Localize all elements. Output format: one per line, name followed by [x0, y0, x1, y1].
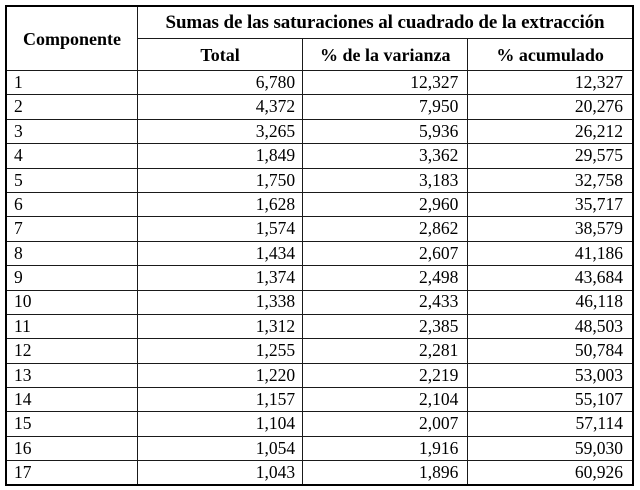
- cell-percent-cumulative: 41,186: [468, 241, 633, 265]
- cell-percent-variance: 2,007: [303, 412, 468, 436]
- cell-componente: 3: [6, 119, 138, 143]
- cell-componente: 9: [6, 266, 138, 290]
- cell-percent-cumulative: 53,003: [468, 363, 633, 387]
- table-row: [6, 241, 633, 265]
- cell-percent-cumulative: 32,758: [468, 168, 633, 192]
- header-row-group: [6, 6, 633, 39]
- column-header-total: Total: [138, 39, 303, 71]
- cell-percent-variance: 2,104: [303, 388, 468, 412]
- variance-table-container: [5, 5, 634, 486]
- total-variance-explained-table: [5, 5, 634, 486]
- cell-total: 3,265: [138, 119, 303, 143]
- cell-total: 1,054: [138, 436, 303, 460]
- cell-percent-variance: 2,433: [303, 290, 468, 314]
- cell-total: 1,220: [138, 363, 303, 387]
- cell-percent-variance: 2,219: [303, 363, 468, 387]
- cell-total: 1,338: [138, 290, 303, 314]
- table-row: [6, 217, 633, 241]
- cell-total: 1,750: [138, 168, 303, 192]
- table-row: [6, 168, 633, 192]
- cell-total: 1,043: [138, 461, 303, 485]
- table-row: [6, 339, 633, 363]
- column-header-componente: Componente: [6, 6, 138, 71]
- cell-percent-cumulative: 50,784: [468, 339, 633, 363]
- cell-percent-variance: 5,936: [303, 119, 468, 143]
- table-row: [6, 95, 633, 119]
- cell-total: 1,374: [138, 266, 303, 290]
- cell-componente: 14: [6, 388, 138, 412]
- table-row: [6, 119, 633, 143]
- cell-componente: 10: [6, 290, 138, 314]
- cell-componente: 4: [6, 144, 138, 168]
- table-row: [6, 71, 633, 95]
- cell-percent-variance: 12,327: [303, 71, 468, 95]
- column-header-percent-cumulative: % acumulado: [468, 39, 633, 71]
- cell-percent-variance: 7,950: [303, 95, 468, 119]
- cell-componente: 2: [6, 95, 138, 119]
- table-row: [6, 266, 633, 290]
- table-body: [6, 71, 633, 486]
- cell-total: 6,780: [138, 71, 303, 95]
- cell-componente: 8: [6, 241, 138, 265]
- cell-percent-cumulative: 59,030: [468, 436, 633, 460]
- cell-componente: 11: [6, 314, 138, 338]
- cell-percent-variance: 2,498: [303, 266, 468, 290]
- cell-total: 1,104: [138, 412, 303, 436]
- cell-componente: 13: [6, 363, 138, 387]
- cell-total: 1,157: [138, 388, 303, 412]
- cell-percent-cumulative: 35,717: [468, 192, 633, 216]
- table-row: [6, 436, 633, 460]
- cell-total: 4,372: [138, 95, 303, 119]
- cell-percent-cumulative: 57,114: [468, 412, 633, 436]
- cell-percent-cumulative: 55,107: [468, 388, 633, 412]
- cell-percent-cumulative: 20,276: [468, 95, 633, 119]
- table-row: [6, 461, 633, 485]
- cell-componente: 6: [6, 192, 138, 216]
- cell-percent-variance: 1,916: [303, 436, 468, 460]
- table-row: [6, 290, 633, 314]
- cell-componente: 7: [6, 217, 138, 241]
- column-header-percent-variance: % de la varianza: [303, 39, 468, 71]
- cell-total: 1,574: [138, 217, 303, 241]
- cell-percent-cumulative: 12,327: [468, 71, 633, 95]
- cell-componente: 5: [6, 168, 138, 192]
- cell-percent-cumulative: 43,684: [468, 266, 633, 290]
- table-row: [6, 192, 633, 216]
- table-row: [6, 363, 633, 387]
- cell-percent-cumulative: 26,212: [468, 119, 633, 143]
- cell-percent-cumulative: 29,575: [468, 144, 633, 168]
- cell-componente: 1: [6, 71, 138, 95]
- cell-componente: 17: [6, 461, 138, 485]
- table-row: [6, 412, 633, 436]
- cell-total: 1,849: [138, 144, 303, 168]
- cell-percent-variance: 3,183: [303, 168, 468, 192]
- cell-percent-variance: 2,862: [303, 217, 468, 241]
- table-row: [6, 388, 633, 412]
- cell-componente: 12: [6, 339, 138, 363]
- cell-total: 1,434: [138, 241, 303, 265]
- cell-percent-cumulative: 38,579: [468, 217, 633, 241]
- table-header: [6, 6, 633, 71]
- cell-total: 1,312: [138, 314, 303, 338]
- cell-componente: 16: [6, 436, 138, 460]
- cell-componente: 15: [6, 412, 138, 436]
- cell-percent-cumulative: 60,926: [468, 461, 633, 485]
- cell-percent-cumulative: 46,118: [468, 290, 633, 314]
- table-row: [6, 144, 633, 168]
- column-group-header-extraction-sums: Sumas de las saturaciones al cuadrado de la extracción: [138, 6, 634, 39]
- cell-percent-variance: 1,896: [303, 461, 468, 485]
- cell-total: 1,628: [138, 192, 303, 216]
- cell-percent-variance: 2,607: [303, 241, 468, 265]
- cell-percent-variance: 2,960: [303, 192, 468, 216]
- cell-percent-variance: 2,281: [303, 339, 468, 363]
- table-row: [6, 314, 633, 338]
- cell-total: 1,255: [138, 339, 303, 363]
- cell-percent-cumulative: 48,503: [468, 314, 633, 338]
- cell-percent-variance: 2,385: [303, 314, 468, 338]
- cell-percent-variance: 3,362: [303, 144, 468, 168]
